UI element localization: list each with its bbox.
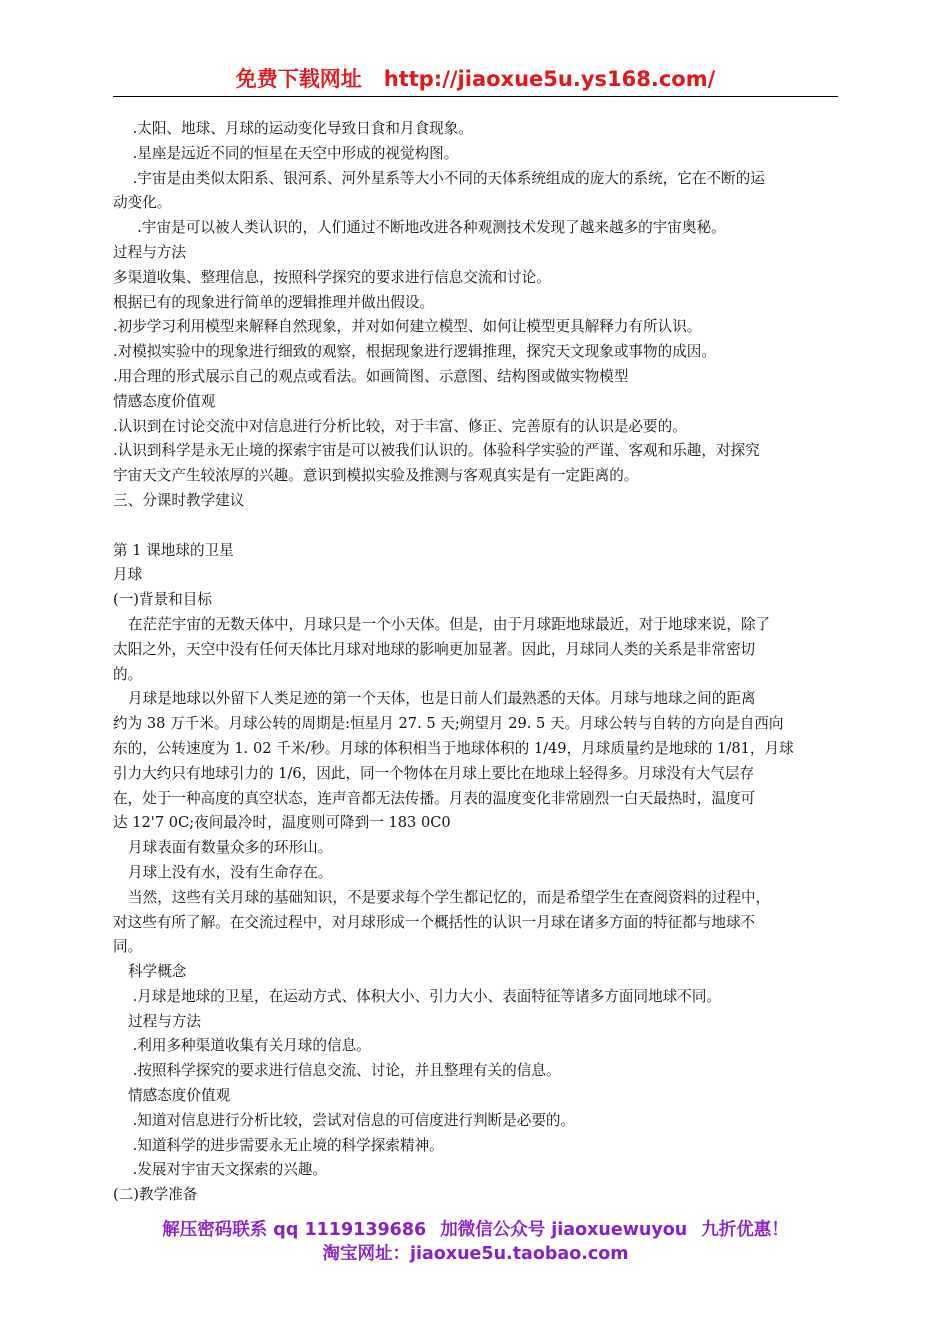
text-line: 当然，这些有关月球的基础知识，不是要求每个学生都记忆的，而是希望学生在查阅资料的过程中， — [128, 888, 771, 906]
text-line: 过程与方法 — [113, 243, 186, 261]
document-body — [113, 117, 843, 1208]
footer-wechat-text: 加微信公众号 jiaoxuewuyou — [440, 1220, 688, 1240]
text-line: .按照科学探究的要求进行信息交流、讨论，并且整理有关的信息。 — [128, 1062, 561, 1080]
text-line: .星座是远近不同的恒星在天空中形成的视觉构图。 — [128, 144, 459, 162]
footer-qq-text: 解压密码联系 qq 1119139686 — [162, 1220, 427, 1240]
text-line: .太阳、地球、月球的运动变化导致日食和月食现象。 — [128, 120, 473, 137]
text-line: (一)背景和目标 — [113, 591, 212, 609]
text-line: 多渠道收集、整理信息，按照科学探究的要求进行信息交流和讨论。 — [113, 268, 551, 286]
page-header — [113, 64, 838, 97]
text-line: 太阳之外，天空中没有任何天体比月球对地球的影响更加显著。因此，月球同人类的关系是非常密切 — [113, 640, 756, 658]
text-line: 月球 — [113, 566, 143, 584]
text-line: .利用多种渠道收集有关月球的信息。 — [128, 1037, 371, 1055]
text-line: 过程与方法 — [128, 1012, 201, 1030]
text-line: .发展对宇宙天文探索的兴趣。 — [128, 1161, 327, 1179]
text-line: 情感态度价值观 — [128, 1087, 231, 1105]
text-line: 第 1 课地球的卫星 — [113, 541, 234, 559]
text-line: 月球表面有数量众多的环形山。 — [128, 839, 333, 857]
page-footer — [113, 1218, 838, 1266]
text-line: 对这些有所了解。在交流过程中，对月球形成一个概括性的认识一月球在诸多方面的特征都与地球不 — [113, 913, 756, 931]
text-line: (二)教学准备 — [113, 1186, 198, 1204]
text-line: 的。 — [113, 665, 143, 683]
text-line: 宇宙天文产生较浓厚的兴趣。意识到模拟实验及推测与客观真实是有一定距离的。 — [113, 467, 639, 485]
text-line: .认识到在讨论交流中对信息进行分析比较，对于丰富、修正、完善原有的认识是必要的。 — [113, 417, 687, 435]
text-line: 三、分课时教学建议 — [113, 491, 245, 509]
footer-discount-text: 九折优惠！ — [701, 1220, 789, 1240]
text-line: .用合理的形式展示自己的观点或看法。如画简图、示意图、结构图或做实物模型 — [113, 367, 629, 385]
text-line: 情感态度价值观 — [113, 392, 216, 410]
text-line: 根据已有的现象进行简单的逻辑推理并做出假设。 — [113, 293, 435, 311]
footer-contact-line — [113, 1218, 838, 1242]
text-line: 东的，公转速度为 1. 02 千米/秒。月球的体积相当于地球体积的 1/49，月球质量约是地球的 1/81，月球 — [113, 739, 794, 757]
text-line: 约为 38 万千米。月球公转的周期是:恒星月 27. 5 天;朔望月 29. 5 天。月球公转与自转的方向是自西向 — [113, 715, 784, 733]
footer-taobao-link[interactable]: 淘宝网址：jiaoxue5u.taobao.com — [322, 1244, 629, 1264]
text-line: .宇宙是由类似太阳系、银河系、河外星系等大小不同的天体系统组成的庞大的系统，它在不断的运 — [128, 169, 765, 187]
text-line: 科学概念 — [128, 963, 187, 981]
text-line: 引力大约只有地球引力的 1/6，因此，同一个物体在月球上要比在地球上轻得多。月球没有大气层存 — [113, 764, 755, 782]
text-line: 达 12'7 0C;夜间最冷时，温度则可降到一 183 0C0 — [113, 814, 451, 832]
text-line: 在，处于一种高度的真空状态，连声音都无法传播。月表的温度变化非常剧烈一白天最热时，温度可 — [113, 789, 756, 807]
text-line: .对模拟实验中的现象进行细致的观察，根据现象进行逻辑推理，探究天文现象或事物的成因。 — [113, 343, 716, 361]
text-line: 在茫茫宇宙的无数天体中，月球只是一个小天体。但是，由于月球距地球最近，对于地球来说，除了 — [128, 615, 771, 633]
text-line: .认识到科学是永无止境的探索宇宙是可以被我们认识的。体验科学实验的严谨、客观和乐趣，对探究 — [113, 442, 760, 460]
text-line: 动变化。 — [113, 194, 172, 212]
text-line: 月球上没有水，没有生命存在。 — [128, 863, 333, 881]
text-line: .宇宙是可以被人类认识的，人们通过不断地改进各种观测技术发现了越来越多的宇宙奥秘。 — [128, 219, 726, 237]
text-line: .知道对信息进行分析比较，尝试对信息的可信度进行判断是必要的。 — [128, 1111, 576, 1129]
header-url-link[interactable]: http://jiaoxue5u.ys168.com/ — [383, 67, 716, 91]
header-download-label: 免费下载网址 — [235, 67, 362, 91]
text-line: .知道科学的进步需要永无止境的科学探索精神。 — [128, 1136, 444, 1154]
text-line: .初步学习利用模型来解释自然现象，并对如何建立模型、如何让模型更具解释力有所认识。 — [113, 318, 702, 336]
blank-line — [113, 514, 843, 539]
text-line: 月球是地球以外留下人类足迹的第一个天体，也是日前人们最熟悉的天体。月球与地球之间的距离 — [128, 690, 756, 708]
text-line: .月球是地球的卫星，在运动方式、体积大小、引力大小、表面特征等诸多方面同地球不同。 — [128, 987, 722, 1005]
text-line: 同。 — [113, 938, 143, 956]
